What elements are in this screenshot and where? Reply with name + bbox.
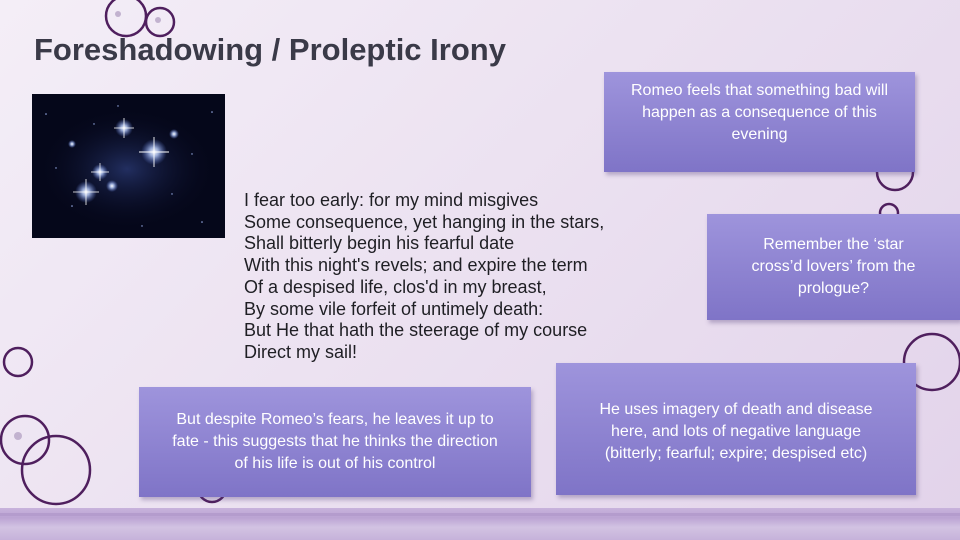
callout-star-crossed [707, 214, 960, 320]
quote-line: Of a despised life, clos'd in my breast, [244, 276, 547, 297]
callout-line: evening [731, 126, 788, 143]
callout-line: happen as a consequence of this [642, 104, 877, 121]
callout-line: (bitterly; fearful; expire; despised etc) [604, 445, 868, 462]
callout-line: of his life is out of his control [234, 455, 436, 472]
quote-line: Some consequence, yet hanging in the stars, [244, 211, 605, 232]
callout-line: Remember the ‘star [763, 236, 904, 253]
callout-line: prologue? [797, 280, 870, 297]
quote-line: Direct my sail! [244, 341, 358, 362]
star-cluster-image [32, 94, 225, 238]
callout-fate [139, 387, 531, 497]
callout-line: here, and lots of negative language [611, 423, 861, 440]
quote-line: But He that hath the steerage of my course [244, 320, 588, 341]
callout-line: cross’d lovers’ from the [751, 258, 916, 275]
slide-title: Foreshadowing / Proleptic Irony [34, 32, 506, 67]
callout-imagery [556, 363, 916, 495]
footer-band-line [0, 513, 960, 516]
callout-line: fate - this suggests that he thinks the direction [172, 433, 498, 450]
callout-line: But despite Romeo’s fears, he leaves it up to [176, 411, 494, 428]
callout-line: Romeo feels that something bad will [630, 82, 889, 99]
quote-line: I fear too early: for my mind misgives [244, 190, 539, 210]
quote-line: Shall bitterly begin his fearful date [244, 233, 515, 254]
callout-bad-feeling [604, 72, 915, 172]
romeo-quotation [244, 190, 684, 364]
callout-line: He uses imagery of death and disease [599, 401, 873, 418]
quote-line: With this night's revels; and expire the term [244, 255, 588, 276]
quote-line: By some vile forfeit of untimely death: [244, 298, 544, 319]
